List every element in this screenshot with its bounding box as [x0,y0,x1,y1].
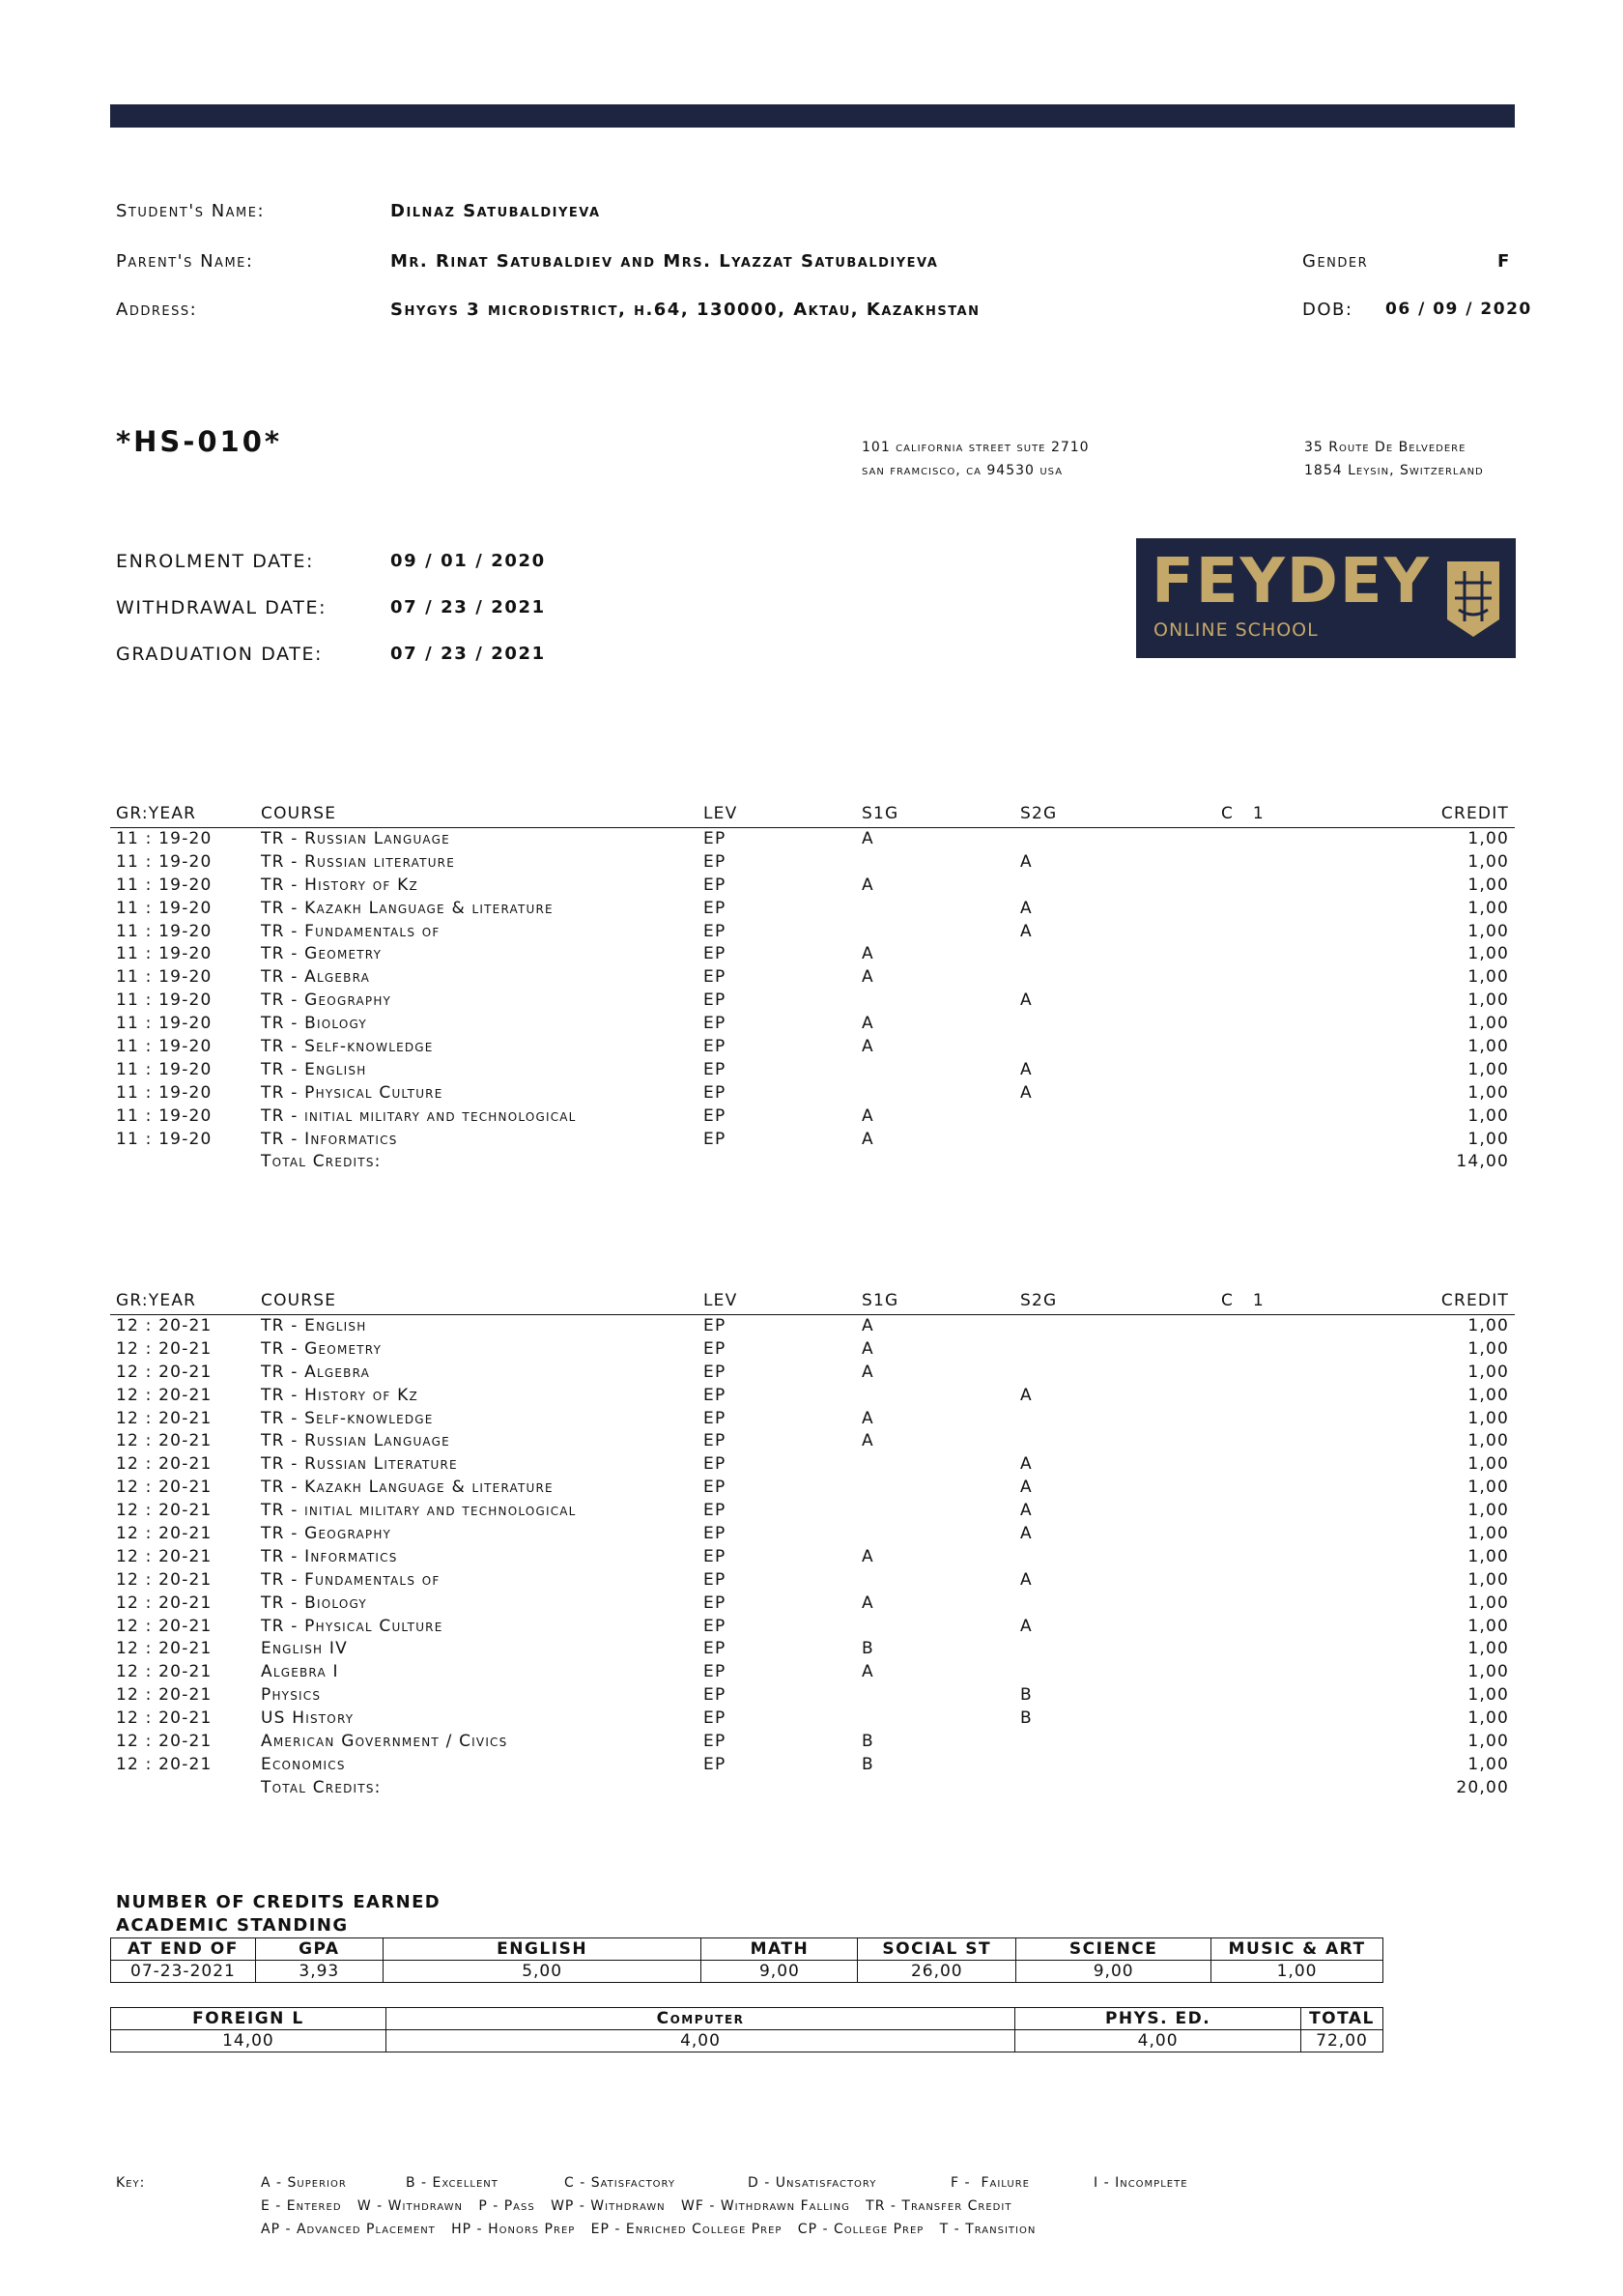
gr-year-cell: 11 : 19-20 [116,1059,213,1079]
gr-year-cell: 12 : 20-21 [116,1338,213,1359]
level-cell: EP [703,1454,726,1475]
course-cell: TR - initial military and technological [261,1105,577,1126]
level-cell: EP [703,1501,726,1521]
course-cell: TR - History of Kz [261,875,418,895]
level-cell: EP [703,1385,726,1405]
credits-earned-title: NUMBER OF CREDITS EARNED [116,1892,441,1912]
gr-year-cell: 11 : 19-20 [116,944,213,964]
table-row [110,1338,1515,1362]
s1-grade-cell: A [862,1408,874,1428]
header-s1g: S1G [862,1291,899,1310]
summary-header: ENGLISH [383,1938,701,1961]
withdrawal-date-label: WITHDRAWAL DATE: [116,597,327,618]
course-cell: TR - Russian literature [261,851,455,872]
gr-year-cell: 11 : 19-20 [116,1105,213,1126]
course-cell: TR - Self-knowledge [261,1037,434,1057]
gr-year-cell: 12 : 20-21 [116,1408,213,1428]
course-cell: TR - Physical Culture [261,1616,443,1636]
gr-year-cell: 12 : 20-21 [116,1524,213,1544]
course-cell: English IV [261,1639,348,1659]
table-row [110,875,1515,898]
course-cell: TR - Physical Culture [261,1082,443,1103]
s2-grade-cell: A [1020,1478,1033,1498]
gr-year-cell: 12 : 20-21 [116,1316,213,1335]
table-row [110,1013,1515,1036]
table-header [110,1291,1515,1315]
summary-value: 72,00 [1300,2030,1382,2052]
s1-grade-cell: B [862,1639,874,1659]
gender-label: Gender [1302,251,1369,272]
summary-value: 4,00 [1015,2030,1301,2052]
header-course: COURSE [261,1291,337,1310]
gr-year-cell: 11 : 19-20 [116,1014,213,1034]
s1-grade-cell: A [862,1316,874,1335]
table-row [110,1129,1515,1152]
gr-year-cell: 12 : 20-21 [116,1431,213,1451]
level-cell: EP [703,921,726,941]
header-credit: CREDIT [1440,804,1509,823]
table-row [110,1731,1515,1754]
course-cell: TR - Geometry [261,1338,383,1359]
credit-cell: 1,00 [1467,1408,1509,1428]
key-item: B - Excellent [406,2175,498,2191]
gr-year-cell: 12 : 20-21 [116,1662,213,1682]
grade-11-table [110,804,1515,1174]
dob-label: DOB: [1302,300,1353,320]
academic-standing-title: ACADEMIC STANDING [116,1915,349,1936]
course-cell: TR - History of Kz [261,1385,418,1405]
gr-year-cell: 12 : 20-21 [116,1593,213,1613]
level-cell: EP [703,829,726,848]
address-value: Shygys 3 microdistrict, h.64, 130000, Aktau, Kazakhstan [390,300,981,320]
table-row [110,1362,1515,1385]
course-cell: US History [261,1708,355,1729]
student-name-label: Student's Name: [116,201,266,221]
table-row [110,1546,1515,1569]
course-cell: TR - Fundamentals of [261,921,441,941]
summary-header: FOREIGN L [111,2008,386,2030]
table-row [110,990,1515,1013]
address-label: Address: [116,300,198,320]
level-cell: EP [703,1478,726,1498]
table-row [110,943,1515,966]
table-row [110,1059,1515,1082]
gr-year-cell: 11 : 19-20 [116,921,213,941]
table-row [110,1661,1515,1684]
credit-cell: 1,00 [1467,1105,1509,1126]
s1-grade-cell: A [862,1105,874,1126]
key-item: I - Incomplete [1094,2175,1188,2191]
s2-grade-cell: A [1020,1524,1033,1544]
key-item: D - Unsatisfactory [748,2175,877,2191]
credit-cell: 1,00 [1467,1129,1509,1149]
level-cell: EP [703,1732,726,1752]
gr-year-cell: 12 : 20-21 [116,1478,213,1498]
gr-year-cell: 11 : 19-20 [116,1129,213,1149]
table-row [110,1453,1515,1477]
credit-cell: 1,00 [1467,851,1509,872]
s1-grade-cell: A [862,1546,874,1566]
credit-cell: 1,00 [1467,1593,1509,1613]
s1-grade-cell: A [862,1129,874,1149]
table-row [110,1105,1515,1129]
credit-cell: 1,00 [1467,1754,1509,1774]
course-cell: TR - English [261,1059,367,1079]
credit-cell: 1,00 [1467,1014,1509,1034]
level-cell: EP [703,1408,726,1428]
level-cell: EP [703,898,726,918]
s1-grade-cell: A [862,1431,874,1451]
credit-cell: 1,00 [1467,1708,1509,1729]
course-cell: TR - Kazakh Language & literature [261,898,554,918]
course-cell: Algebra I [261,1662,339,1682]
header-credit: CREDIT [1440,1291,1509,1310]
credit-cell: 1,00 [1467,1639,1509,1659]
s2-grade-cell: A [1020,990,1033,1011]
gr-year-cell: 11 : 19-20 [116,967,213,988]
table-row [110,1523,1515,1546]
level-cell: EP [703,1082,726,1103]
level-cell: EP [703,1129,726,1149]
summary-value: 07-23-2021 [111,1961,256,1983]
total-row [110,1777,1515,1800]
gr-year-cell: 12 : 20-21 [116,1616,213,1636]
course-cell: TR - Informatics [261,1129,398,1149]
key-item: C - Satisfactory [564,2175,675,2191]
s2-grade-cell: A [1020,1616,1033,1636]
summary-header: PHYS. ED. [1015,2008,1301,2030]
key-line-2: E - Entered W - Withdrawn P - Pass WP - Withdrawn WF - Withdrawn Falling TR - Transfer Credit [261,2198,1012,2214]
table-row [110,1754,1515,1777]
summary-header: TOTAL [1300,2008,1382,2030]
total-row [110,1151,1515,1174]
credit-cell: 1,00 [1467,1454,1509,1475]
summary-header: SCIENCE [1016,1938,1211,1961]
logo-subtitle: ONLINE SCHOOL [1153,619,1319,641]
credit-cell: 1,00 [1467,875,1509,895]
enrolment-date: 09 / 01 / 2020 [390,551,546,571]
course-cell: American Government / Civics [261,1732,508,1752]
s1-grade-cell: A [862,1662,874,1682]
table-row [110,851,1515,875]
level-cell: EP [703,1593,726,1613]
course-cell: TR - Geometry [261,944,383,964]
summary-table-2 [110,2007,1383,2052]
table-row [110,1082,1515,1105]
level-cell: EP [703,1616,726,1636]
gr-year-cell: 11 : 19-20 [116,829,213,848]
s1-grade-cell: A [862,1014,874,1034]
level-cell: EP [703,875,726,895]
school-logo [1136,538,1516,658]
header-c1: C 1 [1221,804,1265,823]
summary-value: 1,00 [1211,1961,1383,1983]
header-lev: LEV [703,804,738,823]
level-cell: EP [703,1362,726,1382]
header-s2g: S2G [1020,1291,1058,1310]
ch-address-line1: 35 Route De Belvedere [1304,440,1466,455]
table-row [110,1430,1515,1453]
course-cell: TR - Biology [261,1014,367,1034]
gr-year-cell: 12 : 20-21 [116,1569,213,1590]
header-gr-year: GR:YEAR [116,1291,197,1310]
course-cell: TR - initial military and technological [261,1501,577,1521]
level-cell: EP [703,1059,726,1079]
graduation-date: 07 / 23 / 2021 [390,644,546,664]
student-name: Dilnaz Satubaldiyeva [390,201,601,221]
total-credits-value: 20,00 [1456,1777,1509,1797]
table-row [110,828,1515,851]
logo-wordmark: FEYDEY [1152,546,1431,617]
credit-cell: 1,00 [1467,829,1509,848]
document-id: *HS-010* [116,425,283,458]
credit-cell: 1,00 [1467,898,1509,918]
course-cell: TR - Russian Literature [261,1454,458,1475]
summary-header: Computer [385,2008,1014,2030]
gr-year-cell: 11 : 19-20 [116,851,213,872]
s1-grade-cell: A [862,1593,874,1613]
course-cell: TR - Kazakh Language & literature [261,1478,554,1498]
credit-cell: 1,00 [1467,1546,1509,1566]
table-row [110,1315,1515,1338]
s2-grade-cell: B [1020,1708,1033,1729]
header-bar [110,104,1515,128]
summary-header: AT END OF [111,1938,256,1961]
credit-cell: 1,00 [1467,1362,1509,1382]
s2-grade-cell: A [1020,1454,1033,1475]
table-row [110,1616,1515,1639]
summary-header: MATH [701,1938,858,1961]
level-cell: EP [703,1316,726,1335]
credit-cell: 1,00 [1467,1316,1509,1335]
s1-grade-cell: A [862,967,874,988]
gr-year-cell: 11 : 19-20 [116,990,213,1011]
s1-grade-cell: A [862,1037,874,1057]
table-row [110,1036,1515,1059]
summary-header: MUSIC & ART [1211,1938,1383,1961]
credit-cell: 1,00 [1467,990,1509,1011]
gr-year-cell: 12 : 20-21 [116,1454,213,1475]
summary-value: 9,00 [1016,1961,1211,1983]
level-cell: EP [703,1569,726,1590]
s2-grade-cell: A [1020,898,1033,918]
s1-grade-cell: B [862,1732,874,1752]
credit-cell: 1,00 [1467,1685,1509,1706]
s1-grade-cell: A [862,1338,874,1359]
course-cell: TR - Russian Language [261,1431,450,1451]
gr-year-cell: 11 : 19-20 [116,1082,213,1103]
course-cell: TR - Fundamentals of [261,1569,441,1590]
gr-year-cell: 11 : 19-20 [116,1037,213,1057]
credit-cell: 1,00 [1467,1385,1509,1405]
course-cell: Physics [261,1685,322,1706]
credit-cell: 1,00 [1467,1082,1509,1103]
level-cell: EP [703,1546,726,1566]
s1-grade-cell: A [862,829,874,848]
graduation-date-label: GRADUATION DATE: [116,644,324,665]
gr-year-cell: 12 : 20-21 [116,1501,213,1521]
level-cell: EP [703,1708,726,1729]
course-cell: TR - Geography [261,1524,392,1544]
enrolment-date-label: ENROLMENT DATE: [116,551,315,572]
level-cell: EP [703,1105,726,1126]
total-credits-label: Total Credits: [261,1152,382,1172]
table-row [110,1569,1515,1593]
level-cell: EP [703,1754,726,1774]
credit-cell: 1,00 [1467,1059,1509,1079]
s1-grade-cell: B [862,1754,874,1774]
table-row [110,1638,1515,1661]
credit-cell: 1,00 [1467,1662,1509,1682]
s2-grade-cell: B [1020,1685,1033,1706]
header-c1: C 1 [1221,1291,1265,1310]
s2-grade-cell: A [1020,1385,1033,1405]
credit-cell: 1,00 [1467,944,1509,964]
gr-year-cell: 11 : 19-20 [116,875,213,895]
summary-header: GPA [255,1938,383,1961]
gr-year-cell: 12 : 20-21 [116,1546,213,1566]
s2-grade-cell: A [1020,1082,1033,1103]
level-cell: EP [703,1431,726,1451]
credit-cell: 1,00 [1467,1524,1509,1544]
key-item: F - Failure [951,2175,1030,2191]
key-line-3: AP - Advanced Placement HP - Honors Prep EP - Enriched College Prep CP - College Prep T - Transition [261,2222,1037,2237]
key-item: A - Superior [261,2175,347,2191]
credit-cell: 1,00 [1467,1501,1509,1521]
s2-grade-cell: A [1020,1569,1033,1590]
level-cell: EP [703,1014,726,1034]
summary-value: 14,00 [111,2030,386,2052]
credit-cell: 1,00 [1467,967,1509,988]
s1-grade-cell: A [862,1362,874,1382]
table-row [110,1408,1515,1431]
table-row [110,1684,1515,1708]
summary-table-1 [110,1937,1383,1983]
summary-value: 26,00 [858,1961,1016,1983]
level-cell: EP [703,944,726,964]
summary-value: 4,00 [385,2030,1014,2052]
level-cell: EP [703,967,726,988]
s2-grade-cell: A [1020,1059,1033,1079]
level-cell: EP [703,1639,726,1659]
grade-12-table [110,1291,1515,1800]
total-credits-label: Total Credits: [261,1777,382,1797]
level-cell: EP [703,990,726,1011]
table-row [110,1500,1515,1523]
level-cell: EP [703,1524,726,1544]
s2-grade-cell: A [1020,1501,1033,1521]
table-row [110,1593,1515,1616]
credit-cell: 1,00 [1467,1431,1509,1451]
header-lev: LEV [703,1291,738,1310]
summary-value: 9,00 [701,1961,858,1983]
level-cell: EP [703,1338,726,1359]
s1-grade-cell: A [862,875,874,895]
table-row [110,898,1515,921]
course-cell: TR - Biology [261,1593,367,1613]
us-address-line2: san framcisco, ca 94530 usa [862,463,1064,478]
table-row [110,921,1515,944]
parent-name: Mr. Rinat Satubaldiev and Mrs. Lyazzat Satubaldiyeva [390,251,939,272]
course-cell: TR - Algebra [261,967,371,988]
total-credits-value: 14,00 [1456,1152,1509,1172]
dob-value: 06 / 09 / 2020 [1385,300,1532,319]
crest-icon [1445,560,1501,639]
credit-cell: 1,00 [1467,921,1509,941]
credit-cell: 1,00 [1467,1616,1509,1636]
header-course: COURSE [261,804,337,823]
table-row [110,1385,1515,1408]
level-cell: EP [703,1662,726,1682]
course-cell: TR - Algebra [261,1362,371,1382]
course-cell: TR - Geography [261,990,392,1011]
summary-value: 3,93 [255,1961,383,1983]
credit-cell: 1,00 [1467,1338,1509,1359]
level-cell: EP [703,851,726,872]
gr-year-cell: 12 : 20-21 [116,1362,213,1382]
gr-year-cell: 11 : 19-20 [116,898,213,918]
credit-cell: 1,00 [1467,1478,1509,1498]
table-row [110,1477,1515,1500]
table-row [110,1708,1515,1731]
gr-year-cell: 12 : 20-21 [116,1754,213,1774]
header-s1g: S1G [862,804,899,823]
s1-grade-cell: A [862,944,874,964]
ch-address-line2: 1854 Leysin, Switzerland [1304,463,1484,478]
gr-year-cell: 12 : 20-21 [116,1639,213,1659]
course-cell: TR - Self-knowledge [261,1408,434,1428]
course-cell: TR - English [261,1316,367,1335]
course-cell: Economics [261,1754,346,1774]
header-gr-year: GR:YEAR [116,804,197,823]
s2-grade-cell: A [1020,851,1033,872]
level-cell: EP [703,1037,726,1057]
withdrawal-date: 07 / 23 / 2021 [390,597,546,617]
level-cell: EP [703,1685,726,1706]
summary-header: SOCIAL ST [858,1938,1016,1961]
course-cell: TR - Informatics [261,1546,398,1566]
gr-year-cell: 12 : 20-21 [116,1385,213,1405]
credit-cell: 1,00 [1467,1732,1509,1752]
table-header [110,804,1515,828]
gr-year-cell: 12 : 20-21 [116,1685,213,1706]
course-cell: TR - Russian Language [261,829,450,848]
summary-value: 5,00 [383,1961,701,1983]
credit-cell: 1,00 [1467,1037,1509,1057]
credit-cell: 1,00 [1467,1569,1509,1590]
table-row [110,966,1515,990]
key-label: Key: [116,2175,146,2191]
header-s2g: S2G [1020,804,1058,823]
s2-grade-cell: A [1020,921,1033,941]
us-address-line1: 101 california street sute 2710 [862,440,1090,455]
gr-year-cell: 12 : 20-21 [116,1732,213,1752]
gr-year-cell: 12 : 20-21 [116,1708,213,1729]
parent-name-label: Parent's Name: [116,251,254,272]
gender-value: F [1497,251,1511,272]
